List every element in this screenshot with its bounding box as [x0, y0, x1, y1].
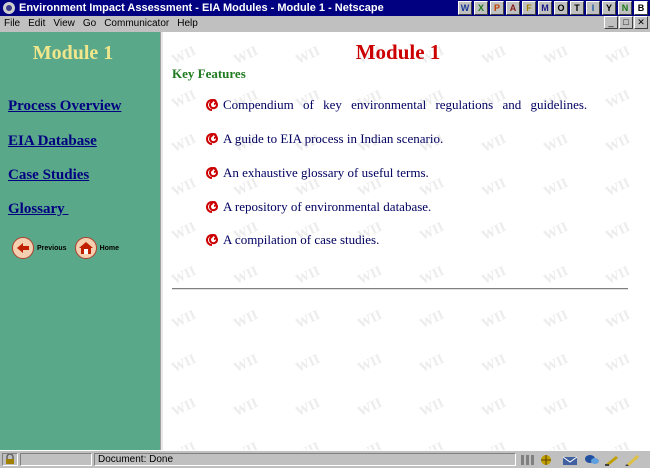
menu-communicator[interactable]: Communicator	[104, 17, 170, 29]
sidebar-nav	[12, 237, 127, 259]
minimize-button[interactable]: _	[604, 16, 618, 29]
menu-view[interactable]: View	[53, 17, 75, 29]
feature-item	[205, 232, 379, 248]
page-title: Module 1	[355, 40, 441, 64]
progress-bar	[20, 453, 92, 466]
quicklaunch-tray	[458, 1, 648, 15]
feature-item	[205, 131, 443, 147]
close-button[interactable]: ✕	[634, 16, 648, 29]
powerpoint-icon[interactable]: P	[490, 1, 504, 15]
component-bar-icon[interactable]	[520, 454, 536, 466]
folder-icon[interactable]: F	[522, 1, 536, 15]
horizontal-rule	[172, 288, 628, 290]
menu-bar	[0, 16, 650, 30]
title-bar	[0, 0, 650, 16]
previous-button[interactable]: Previous	[37, 244, 67, 252]
feature-item	[205, 165, 429, 181]
netscape-app-icon	[3, 2, 15, 14]
feature-text: Compendium of key environmental regulations and guidelines.	[223, 97, 588, 112]
feature-text: A guide to EIA process in Indian scenario.	[223, 131, 444, 146]
menu-edit[interactable]: Edit	[28, 17, 46, 29]
mail-icon[interactable]: M	[538, 1, 552, 15]
home-button[interactable]: Home	[99, 244, 120, 252]
mailbox-icon[interactable]	[562, 454, 578, 466]
spiral-bullet-icon	[205, 200, 219, 214]
menu-help[interactable]: Help	[177, 17, 198, 29]
link-glossary[interactable]: Glossary	[8, 201, 69, 217]
navigator-icon[interactable]	[538, 454, 554, 466]
excel-icon[interactable]: X	[474, 1, 488, 15]
spiral-bullet-icon	[205, 132, 219, 146]
feature-text: An exhaustive glossary of useful terms.	[223, 165, 429, 180]
link-process-overview[interactable]: Process Overview	[8, 98, 122, 114]
security-lock-icon[interactable]	[2, 453, 18, 466]
section-heading: Key Features	[172, 66, 246, 81]
internet-icon[interactable]: I	[586, 1, 600, 15]
tools-icon[interactable]: T	[570, 1, 584, 15]
sidebar-frame	[0, 32, 160, 450]
netscape-tray-icon[interactable]: N	[618, 1, 632, 15]
main-frame	[163, 32, 650, 450]
link-case-studies[interactable]: Case Studies	[8, 167, 90, 183]
spiral-bullet-icon	[205, 166, 219, 180]
status-bar	[0, 450, 650, 468]
browser-content	[0, 32, 650, 450]
window-title: Environment Impact Assessment - EIA Modules - Module 1 - Netscape	[19, 2, 384, 14]
status-text: Document: Done	[94, 453, 516, 466]
menu-go[interactable]: Go	[82, 17, 97, 29]
sidebar-title: Module 1	[32, 42, 114, 64]
discussion-icon[interactable]	[584, 454, 600, 466]
home-icon[interactable]	[75, 237, 97, 259]
spiral-bullet-icon	[205, 98, 219, 112]
feature-text: A repository of environmental database.	[223, 199, 432, 214]
outlook-icon[interactable]: O	[554, 1, 568, 15]
find-icon[interactable]: Y	[602, 1, 616, 15]
spiral-bullet-icon	[205, 233, 219, 247]
composer-icon[interactable]	[604, 454, 620, 466]
word-icon[interactable]: W	[458, 1, 472, 15]
previous-arrow-icon[interactable]	[12, 237, 34, 259]
link-eia-database[interactable]: EIA Database	[8, 133, 97, 149]
blank-tray-icon[interactable]: B	[634, 1, 648, 15]
edit-pencil-icon[interactable]	[624, 454, 640, 466]
maximize-button[interactable]: □	[619, 16, 633, 29]
feature-item	[205, 97, 587, 113]
feature-text: A compilation of case studies.	[223, 232, 380, 247]
access-icon[interactable]: A	[506, 1, 520, 15]
feature-item	[205, 199, 431, 215]
window-controls	[604, 16, 648, 29]
menu-file[interactable]: File	[4, 17, 21, 29]
